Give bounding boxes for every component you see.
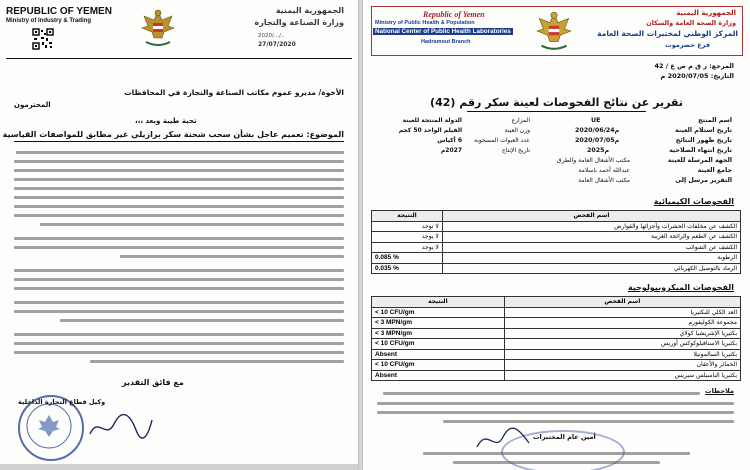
letterhead-country-en: Republic of Yemen	[423, 10, 485, 19]
reference-number: 2020/.../..	[258, 33, 285, 39]
reference-line: المرجع: ر ق م ص ع / 42	[654, 62, 734, 70]
info-label: التقرير مرسل إلى	[675, 177, 732, 184]
test-result: Absent	[372, 370, 505, 381]
header-ministry-ar: وزارة الصناعة والتجارة	[254, 18, 344, 27]
header-ministry-en: Ministry of Industry & Trading	[6, 18, 92, 24]
test-result: < 3 MPN/gm	[372, 328, 505, 339]
column-header: النتيجة	[372, 211, 443, 222]
test-name: الكشف عن مخلفات الحشرات وأجزائها والقوارض	[442, 221, 740, 232]
info-label: تاريخ الإنتاج	[501, 147, 530, 154]
test-result: Absent	[372, 349, 505, 360]
table-row	[372, 232, 741, 243]
test-name: بكتيريا السالمونيلا	[504, 349, 740, 360]
yemen-eagle-emblem-icon	[535, 8, 573, 52]
info-value: 2020/06/24م	[575, 127, 620, 134]
info-label: المزارع	[511, 117, 530, 124]
test-name: مجموعة الكوليفورم	[504, 318, 740, 329]
table-row	[372, 370, 741, 381]
table-header-row	[372, 297, 741, 308]
test-result: لا توجد	[372, 221, 443, 232]
chemical-results-table	[371, 210, 741, 274]
test-name: العد الكلي للبكتيريا	[504, 307, 740, 318]
test-result: 0.035 %	[372, 263, 443, 274]
page-bottom-edge	[0, 464, 358, 470]
column-header: اسم الفحص	[504, 297, 740, 308]
ministry-circular-document	[0, 0, 358, 470]
table-row	[372, 360, 741, 371]
signatory-title: وكيل قطاع التجارة الداخلية	[18, 398, 106, 406]
closing-line: مع فائق التقدير	[122, 378, 184, 387]
info-value: UE	[591, 117, 601, 124]
info-label: اسم المنتج	[698, 117, 732, 124]
subject-underline	[14, 141, 344, 142]
notes-label: ملاحظات	[705, 387, 734, 395]
info-value: 2027م	[440, 147, 462, 154]
addressee: الأخوة/ مديرو عموم مكاتب الصناعة والتجارة في المحافظات	[124, 88, 344, 97]
column-header: النتيجة	[372, 297, 505, 308]
info-label: الجهة المرسلة للعينة	[667, 157, 732, 164]
info-value: مكتب الأشغال العامة والطرق	[556, 157, 630, 164]
addressee-honorific: المحترمون	[14, 101, 51, 109]
info-label: عدد العبوات المسحوبة	[473, 137, 530, 144]
info-value: عبدالله أحمد باسلامة	[578, 167, 630, 174]
letterhead-center-ar: المركز الوطني لمختبرات الصحة العامة	[597, 29, 738, 38]
info-value: 6 أكياس	[437, 137, 462, 144]
test-name: بكتيريا الباسيلس سيريس	[504, 370, 740, 381]
table-row	[372, 242, 741, 253]
test-result: لا يوجد	[372, 242, 443, 253]
title-underline	[467, 111, 646, 112]
chemical-tests-heading: الفحوصات الكيميائية	[653, 197, 734, 206]
table-row	[372, 263, 741, 274]
test-result: < 10 CFU/gm	[372, 360, 505, 371]
letterhead-branch-ar: فرع حضرموت	[665, 41, 710, 49]
test-name: الرطوبة	[442, 253, 740, 264]
table-row	[372, 253, 741, 264]
test-name: الكشف عن الطعم والرائحة الغريبة	[442, 232, 740, 243]
test-result: < 3 MPN/gm	[372, 318, 505, 329]
qr-code-icon	[32, 28, 54, 50]
letterhead-country-ar: الجمهورية اليمنية	[676, 9, 736, 17]
signatory-title: أمين عام المختبرات	[533, 433, 596, 441]
test-result: < 10 CFU/gm	[372, 307, 505, 318]
info-value: الدولة المنتجة للعينة	[402, 117, 462, 124]
header-country-en: REPUBLIC OF YEMEN	[6, 6, 112, 17]
test-name: الرماد بالتوصيل الكهربائي	[442, 263, 740, 274]
handwritten-signature	[473, 425, 533, 455]
test-name: الكشف عن الشوائب	[442, 242, 740, 253]
info-label: تاريخ انتهاء الصلاحية	[669, 147, 732, 154]
test-name: الخمائر والأعفان	[504, 360, 740, 371]
info-label: تاريخ استلام العينة	[675, 127, 732, 134]
micro-tests-heading: الفحوصات الميكروبيولوجية	[627, 283, 734, 292]
info-value: 2020/07/05م	[575, 137, 620, 144]
info-label: وزن العينة	[504, 127, 530, 134]
yemen-eagle-emblem-icon	[140, 6, 176, 48]
table-row	[372, 349, 741, 360]
table-row	[372, 318, 741, 329]
letterhead-branch-en: Hadramout Branch	[421, 39, 471, 45]
micro-results-table	[371, 296, 741, 381]
report-title: تقرير عن نتائج الفحوصات لعينة سكر رقم (42)	[430, 96, 683, 109]
date-line: التاريخ: 2020/07/05 م	[660, 72, 734, 80]
subject-line: الموضوع: تعميم عاجل بشأن سحب شحنة سكر برازيلي غير مطابق للمواصفات القياسية	[2, 130, 344, 139]
test-result: لا يوجد	[372, 232, 443, 243]
table-row	[372, 328, 741, 339]
column-header: اسم الفحص	[442, 211, 740, 222]
test-result: 0.085 %	[372, 253, 443, 264]
table-row	[372, 221, 741, 232]
lab-report-document	[363, 0, 750, 470]
test-result: < 10 CFU/gm	[372, 339, 505, 350]
header-country-ar: الجمهورية اليمنية	[275, 6, 344, 15]
info-label: تاريخ ظهور النتائج	[675, 137, 732, 144]
document-date: 27/07/2020	[258, 41, 296, 48]
info-value: الفيلم الواحد 50 كجم	[398, 127, 462, 134]
letterhead-center-en: National Center of Public Health Laboratories	[375, 28, 511, 35]
handwritten-signature	[86, 410, 156, 444]
letterhead-ministry-ar: وزارة الصحة العامة والسكان	[646, 19, 736, 27]
test-name: بكتيريا الاستافيلوكوكس أوريس	[504, 339, 740, 350]
table-row	[372, 307, 741, 318]
info-value: مكتب الأشغال العامة	[578, 177, 630, 184]
letterhead-ministry-en: Ministry of Public Health & Population	[375, 20, 475, 26]
info-value: 2025م	[587, 147, 610, 154]
table-row	[372, 339, 741, 350]
greeting: تحية طيبة وبعد ،،،	[135, 117, 197, 125]
header-divider	[6, 58, 352, 59]
test-name: بكتيريا الإشريشيا كولاي	[504, 328, 740, 339]
table-header-row	[372, 211, 741, 222]
info-label: جامع العينة	[697, 167, 732, 174]
